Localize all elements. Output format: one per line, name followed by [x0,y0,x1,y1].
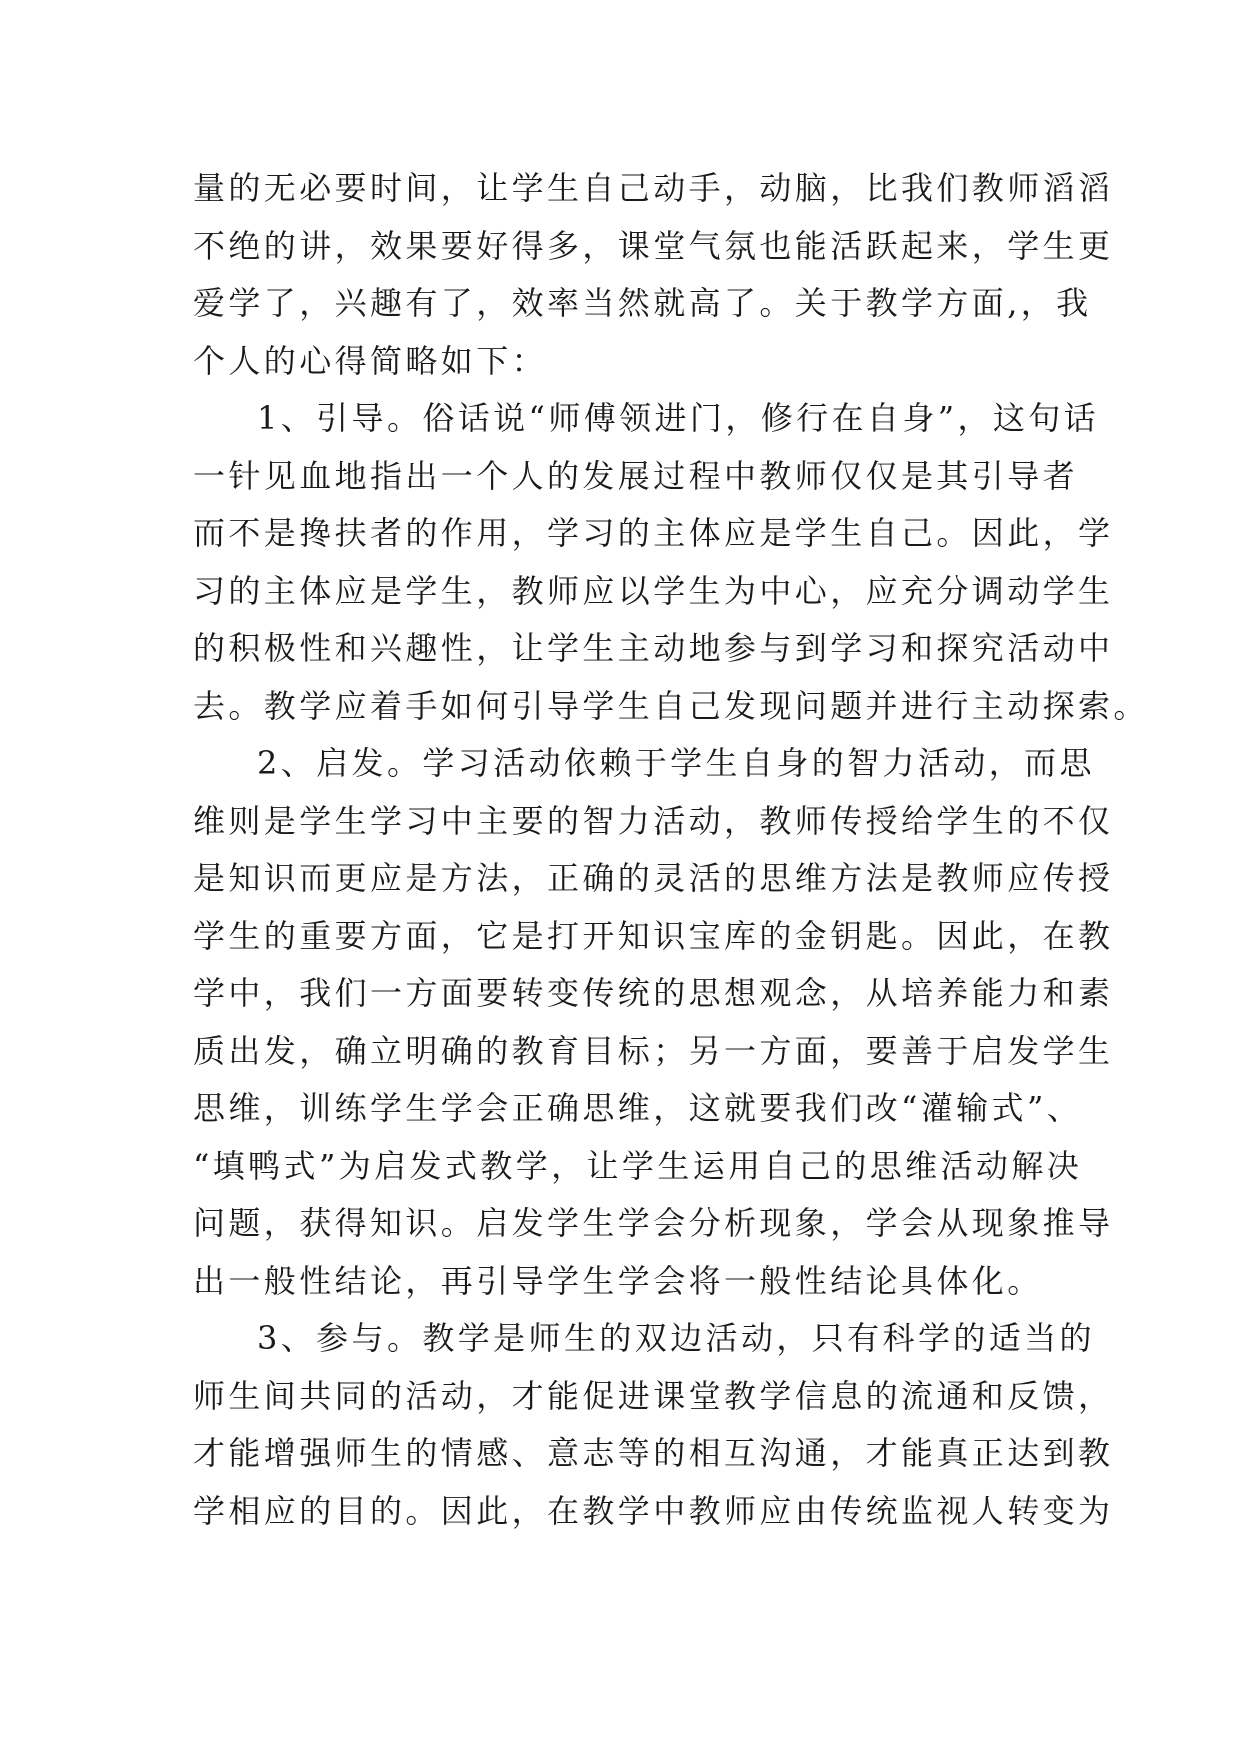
document-body [193,160,1149,1540]
text-line-1: 量的无必要时间，让学生自己动手，动脑，比我们教师滔滔 [193,169,1114,207]
text-line-23: 才能增强师生的情感、意志等的相互沟通，才能真正达到教 [193,1434,1114,1472]
text-line-8: 习的主体应是学生，教师应以学生为中心，应充分调动学生 [193,571,1114,610]
text-line-17: 思维，训练学生学会正确思维，这就要我们改“灌输式”、 [193,1089,1083,1127]
text-line-4: 个人的心得简略如下： [193,341,548,380]
text-line-16: 质出发，确立明确的教育目标；另一方面，要善于启发学生 [193,1031,1114,1070]
text-line-15: 学中，我们一方面要转变传统的思想观念，从培养能力和素 [193,974,1114,1012]
text-line-2: 不绝的讲，效果要好得多，课堂气氛也能活跃起来，学生更 [193,226,1114,265]
text-line-19: 问题，获得知识。启发学生学会分析现象，学会从现象推导 [193,1204,1114,1242]
text-line-6: 一针见血地指出一个人的发展过程中教师仅仅是其引导者 [193,456,1079,495]
text-line-24: 学相应的目的。因此，在教学中教师应由传统监视人转变为 [193,1491,1114,1530]
text-line-18: “填鸭式”为启发式教学，让学生运用自己的思维活动解决 [193,1146,1083,1185]
text-line-22: 师生间共同的活动，才能促进课堂教学信息的流通和反馈， [193,1376,1114,1415]
text-line-14: 学生的重要方面，它是打开知识宝库的金钥匙。因此，在教 [193,916,1114,955]
text-line-9: 的积极性和兴趣性，让学生主动地参与到学习和探究活动中 [193,629,1114,667]
text-line-13: 是知识而更应是方法，正确的灵活的思维方法是教师应传授 [193,859,1114,897]
paragraph-1-start: 1、引导。俗话说“师傅领进门，修行在自身”，这句话 [257,399,1100,437]
text-line-20: 出一般性结论，再引导学生学会将一般性结论具体化。 [193,1261,1043,1300]
paragraph-3-start: 3、参与。教学是师生的双边活动，只有科学的适当的 [257,1319,1095,1357]
text-line-3: 爱学了，兴趣有了，效率当然就高了。关于教学方面,，我 [193,284,1092,322]
text-line-7: 而不是搀扶者的作用，学习的主体应是学生自己。因此，学 [193,514,1114,552]
text-line-12: 维则是学生学习中主要的智力活动，教师传授给学生的不仅 [193,801,1114,840]
paragraph-2-start: 2、启发。学习活动依赖于学生自身的智力活动，而思 [257,744,1095,782]
text-line-10: 去。教学应着手如何引导学生自己发现问题并进行主动探索。 [193,686,1149,725]
